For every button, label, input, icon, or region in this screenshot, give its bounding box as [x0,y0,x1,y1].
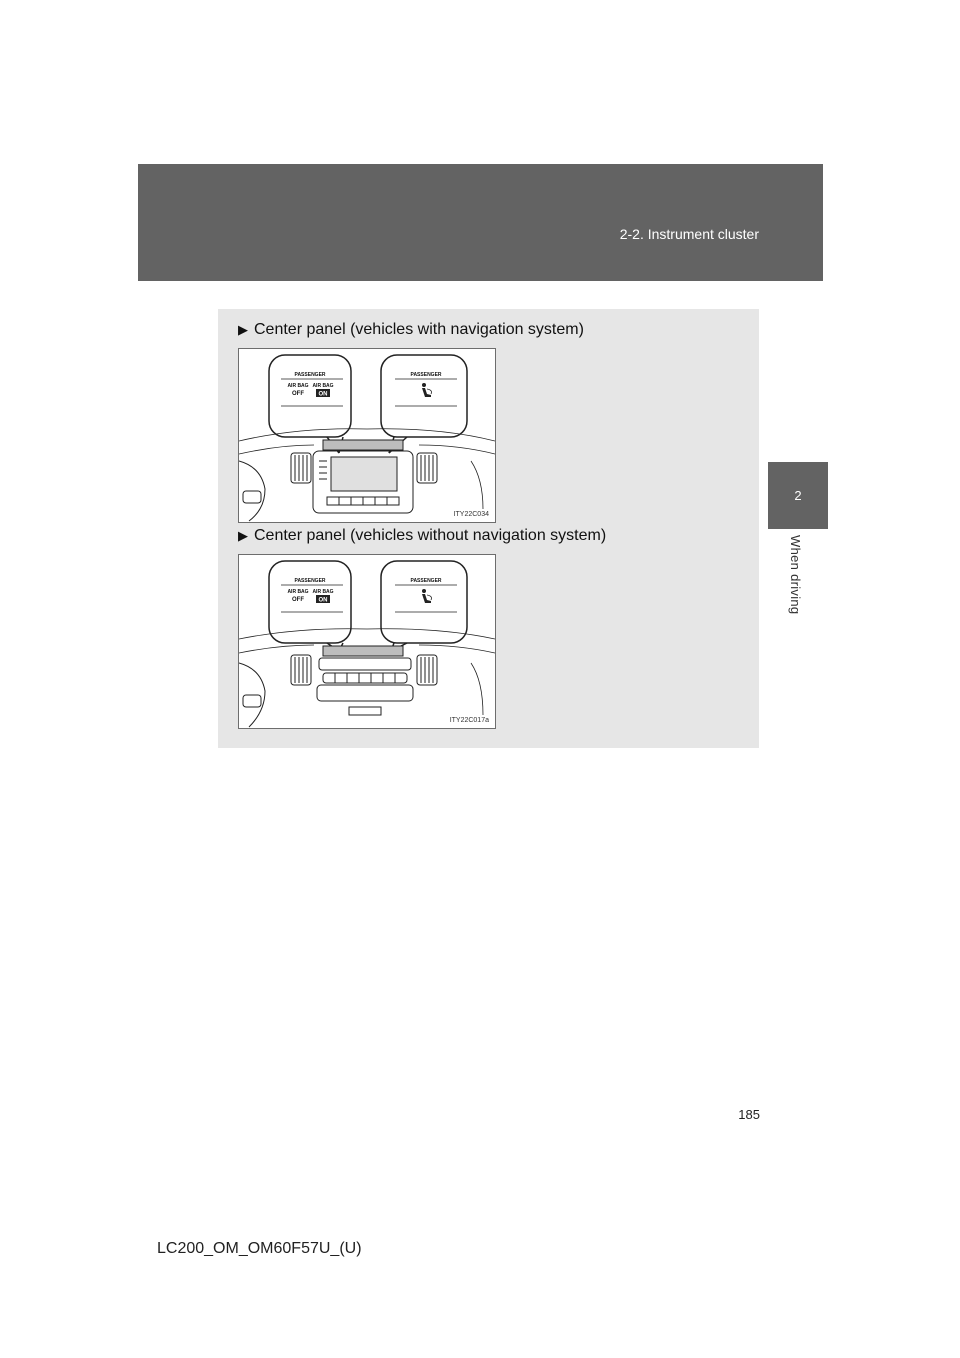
airbag-label-on: AIR BAG [312,383,334,389]
callout-title-right: PASSENGER [410,372,442,378]
triangle-right-icon: ▶ [238,322,248,337]
triangle-right-icon: ▶ [238,528,248,543]
dashboard-illustration [239,555,495,728]
figure-caption-no-nav [238,527,606,545]
callout-title: PASSENGER [294,578,326,584]
caption-text: Center panel (vehicles without navigation system) [254,527,607,544]
chapter-number: 2 [794,488,802,503]
airbag-state-on: ON [318,391,328,398]
callout-title: PASSENGER [294,372,326,378]
chapter-tab [768,462,828,529]
airbag-state-on: ON [318,597,328,604]
dashboard-illustration [239,349,495,522]
airbag-state-off: OFF [292,597,304,603]
section-title: 2-2. Instrument cluster [619,226,759,242]
chapter-label: When driving [788,535,803,615]
airbag-label-on: AIR BAG [312,589,334,595]
figure-code: ITY22C034 [453,511,489,518]
airbag-label-off: AIR BAG [287,383,309,389]
figure-code: ITY22C017a [449,717,489,724]
document-id: LC200_OM_OM60F57U_(U) [157,1240,362,1257]
airbag-label-off: AIR BAG [287,589,309,595]
airbag-state-off: OFF [292,391,304,397]
figure-no-nav-system [238,554,496,729]
content-panel [218,309,759,748]
caption-text: Center panel (vehicles with navigation system) [254,321,584,338]
callout-title-right: PASSENGER [410,578,442,584]
figure-caption-nav [238,321,584,339]
page-number: 185 [738,1107,760,1122]
header-band [138,164,823,281]
figure-nav-system [238,348,496,523]
